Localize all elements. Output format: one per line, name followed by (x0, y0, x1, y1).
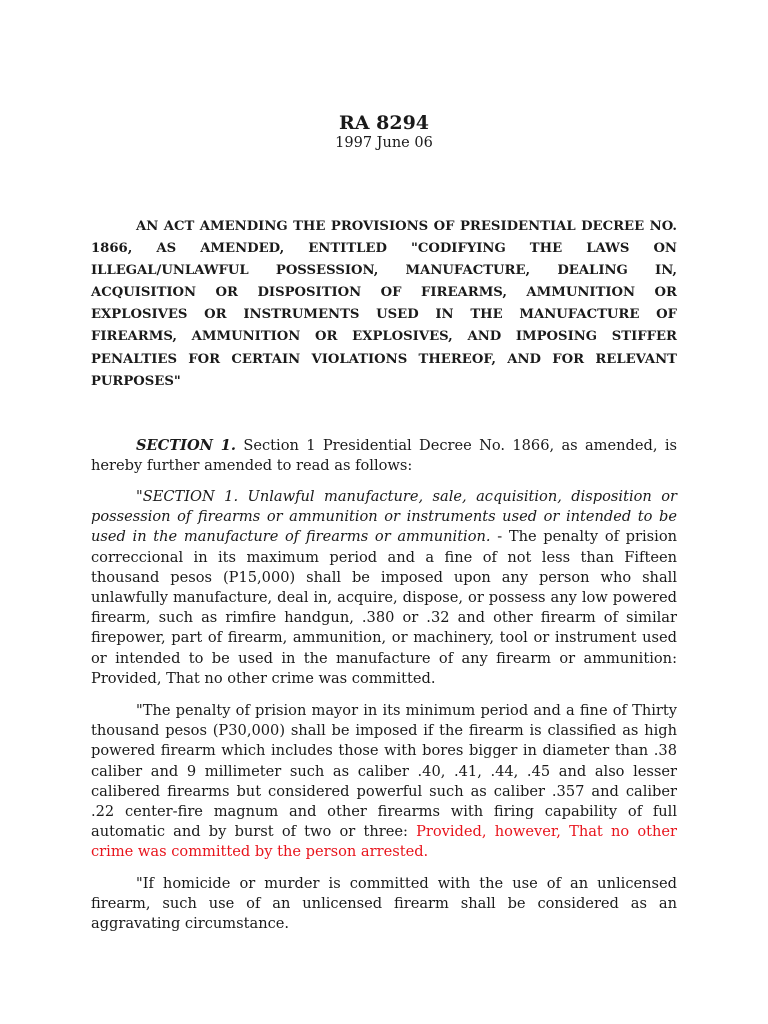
homicide-paragraph (91, 874, 677, 935)
act-title: AN ACT AMENDING THE PROVISIONS OF PRESIDENTIAL DECREE NO. 1866, AS AMENDED, ENTITLED "CODIFYING THE LAWS ON ILLEGAL/UNLAWFUL POSSESSION, MANUFACTURE, DEALING IN, ACQUISITION OR DISPOSITION OF FIREARMS, AMMUNITION OR EXPLOSIVES OR INSTRUMENTS USED IN THE MANUFACTURE OF FIREARMS, AMMUNITION OR EXPLOSIVES, AND IMPOSING STIFFER PENALTIES FOR CERTAIN VIOLATIONS THEREOF, AND FOR RELEVANT PURPOSES" (91, 219, 677, 389)
section-1-paragraph (91, 436, 677, 476)
quoted-section-1-heading: "SECTION 1. Unlawful manufacture, sale, acquisition, disposition or possession of firearms or ammunition or instruments used or intended to be used in the manufacture of firearms or ammunition. (91, 488, 677, 546)
quoted-section-1-text: - The penalty of prision correccional in its maximum period and a fine of not less than Fifteen thousand pesos (P15,000) shall be imposed upon any person who shall unlawfully manufacture, deal in, acquire, dispose, or possess any low powered firearm, such as rimfire handgun, .380 or .32 and other firearm of similar firepower, part of firearm, ammunition, or machinery, tool or instrument used or intended to be used in the manufacture of any firearm or ammunition: Provided, That no other crime was committed. (91, 528, 678, 687)
high-powered-penalty-text: "The penalty of prision mayor in its minimum period and a fine of Thirty thousand pesos (P30,000) shall be imposed if the firearm is classified as high powered firearm which includes those with bores bigger in diameter than .38 caliber and 9 millimeter such as caliber .40, .41, .44, .45 and also lesser calibered firearms but considered powerful such as caliber .357 and caliber .22 center-fire magnum and other firearms with firing capability of full automatic and by burst of two or three: (91, 702, 677, 841)
quoted-section-1-paragraph (91, 487, 677, 689)
document-title: RA 8294 (338, 112, 430, 134)
highlighted-proviso: Provided, however, That no other crime was committed by the person arrested. (91, 823, 677, 861)
section-1-label: SECTION 1. (136, 437, 237, 454)
document-date: 1997 June 06 (335, 135, 433, 151)
section-1-text: Section 1 Presidential Decree No. 1866, as amended, is hereby further amended to read as follows: (91, 437, 677, 475)
high-powered-penalty-paragraph (91, 701, 677, 863)
homicide-text: "If homicide or murder is committed with the use of an unlicensed firearm, such use of an unlicensed firearm shall be considered as an aggravating circumstance. (91, 875, 677, 933)
